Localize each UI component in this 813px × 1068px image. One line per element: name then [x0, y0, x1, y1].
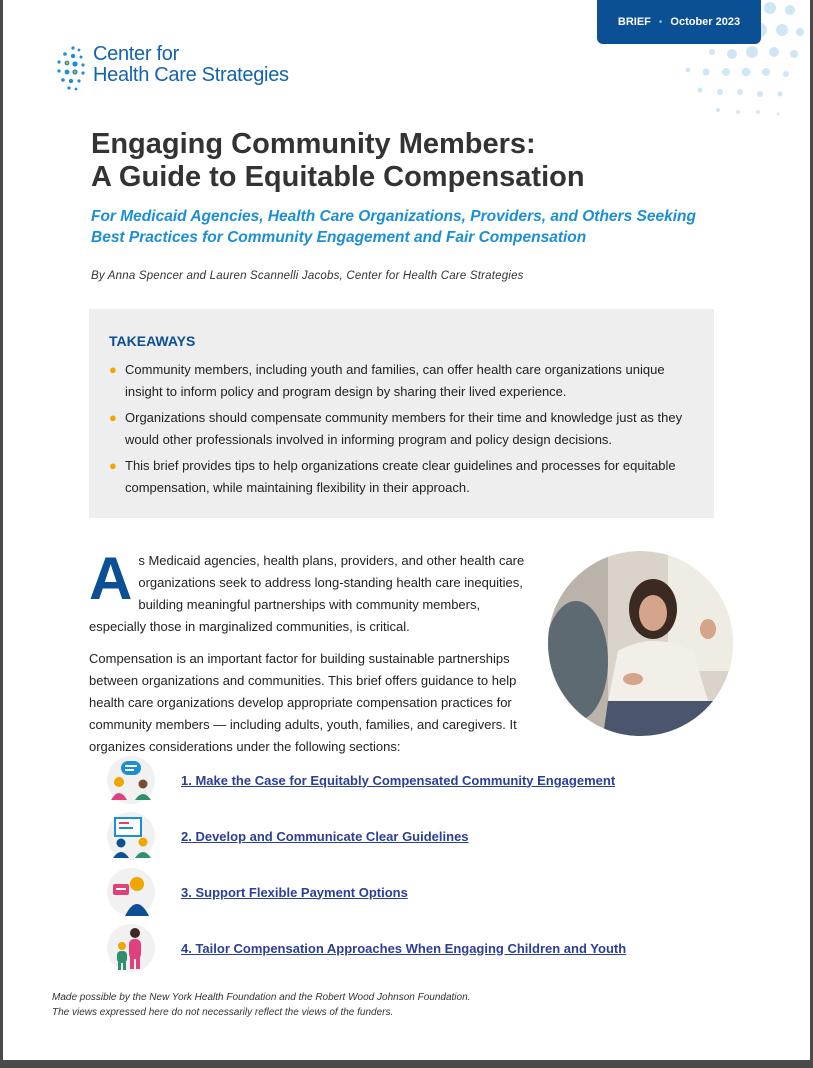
intro-paragraph-1: As Medicaid agencies, health plans, providers, and other health care organizations seek to address long-standing health care inequities, building meaningful partnerships with community members, especially those in marginalized communities, is critical.	[89, 545, 525, 634]
logo-text	[93, 44, 289, 86]
tag-separator: •	[658, 16, 663, 28]
page-title	[91, 128, 731, 194]
section-item	[107, 756, 626, 804]
intro-paragraph-2: Compensation is an important factor for building sustainable partnerships between organizations and communities. This brief offers guidance to help health care organizations develop appropriate compensation practices for community members — including adults, youth, families, and caregivers. It organizes considerations under the following sections:	[89, 651, 517, 754]
section-item	[107, 812, 626, 860]
intro-text	[89, 545, 537, 768]
section-link-2[interactable]: 2. Develop and Communicate Clear Guidelines	[181, 828, 469, 844]
payment-icon	[107, 868, 155, 916]
takeaways-heading: TAKEAWAYS	[109, 333, 196, 349]
bullet-icon: ●	[109, 410, 117, 425]
takeaway-item: ● Organizations should compensate community members for their time and knowledge just as they would other professionals involved in informing program and policy design decisions.	[109, 407, 692, 451]
sections-list	[107, 756, 626, 980]
bullet-icon: ●	[109, 362, 117, 377]
document-page	[3, 0, 810, 1060]
takeaways-box	[89, 309, 714, 518]
presentation-icon	[107, 812, 155, 860]
section-link-3[interactable]: 3. Support Flexible Payment Options	[181, 884, 408, 900]
section-link-1[interactable]: 1. Make the Case for Equitably Compensated Community Engagement	[181, 772, 616, 788]
byline: By Anna Spencer and Lauren Scannelli Jacobs, Center for Health Care Strategies	[91, 270, 524, 282]
chcs-logo[interactable]	[55, 44, 289, 92]
meeting-photo	[548, 551, 733, 736]
page-subtitle: For Medicaid Agencies, Health Care Organizations, Providers, and Others Seeking Best Practices for Community Engagement and Fair Compensation	[91, 208, 696, 246]
funder-footnote	[52, 990, 612, 1020]
title-line1: Engaging Community Members:	[91, 128, 536, 160]
title-line2: A Guide to Equitable Compensation	[91, 161, 585, 193]
logo-line2: Health Care Strategies	[93, 64, 289, 86]
footnote-line2: The views expressed here do not necessarily reflect the views of the funders.	[52, 1007, 394, 1018]
section-link-4[interactable]: 4. Tailor Compensation Approaches When Engaging Children and Youth	[181, 940, 627, 956]
tag-date: October 2023	[670, 16, 741, 28]
bullet-icon: ●	[109, 458, 117, 473]
footnote-line1: Made possible by the New York Health Foundation and the Robert Wood Johnson Foundation.	[52, 992, 471, 1003]
section-item	[107, 924, 626, 972]
tag-type: BRIEF	[617, 16, 651, 28]
family-icon	[107, 924, 155, 972]
section-item	[107, 868, 626, 916]
takeaway-item: ● Community members, including youth and families, can offer health care organizations unique insight to inform policy and program design by sharing their lived experience.	[109, 359, 692, 403]
logo-line1: Center for	[93, 43, 179, 65]
takeaway-item: ● This brief provides tips to help organizations create clear guidelines and processes for equitable compensation, while maintaining flexibility in their approach.	[109, 455, 692, 499]
takeaways-list	[109, 359, 692, 499]
conversation-icon	[107, 756, 155, 804]
brief-tag	[597, 0, 761, 44]
drop-cap: A	[89, 545, 133, 612]
logo-dots-icon	[55, 44, 89, 92]
